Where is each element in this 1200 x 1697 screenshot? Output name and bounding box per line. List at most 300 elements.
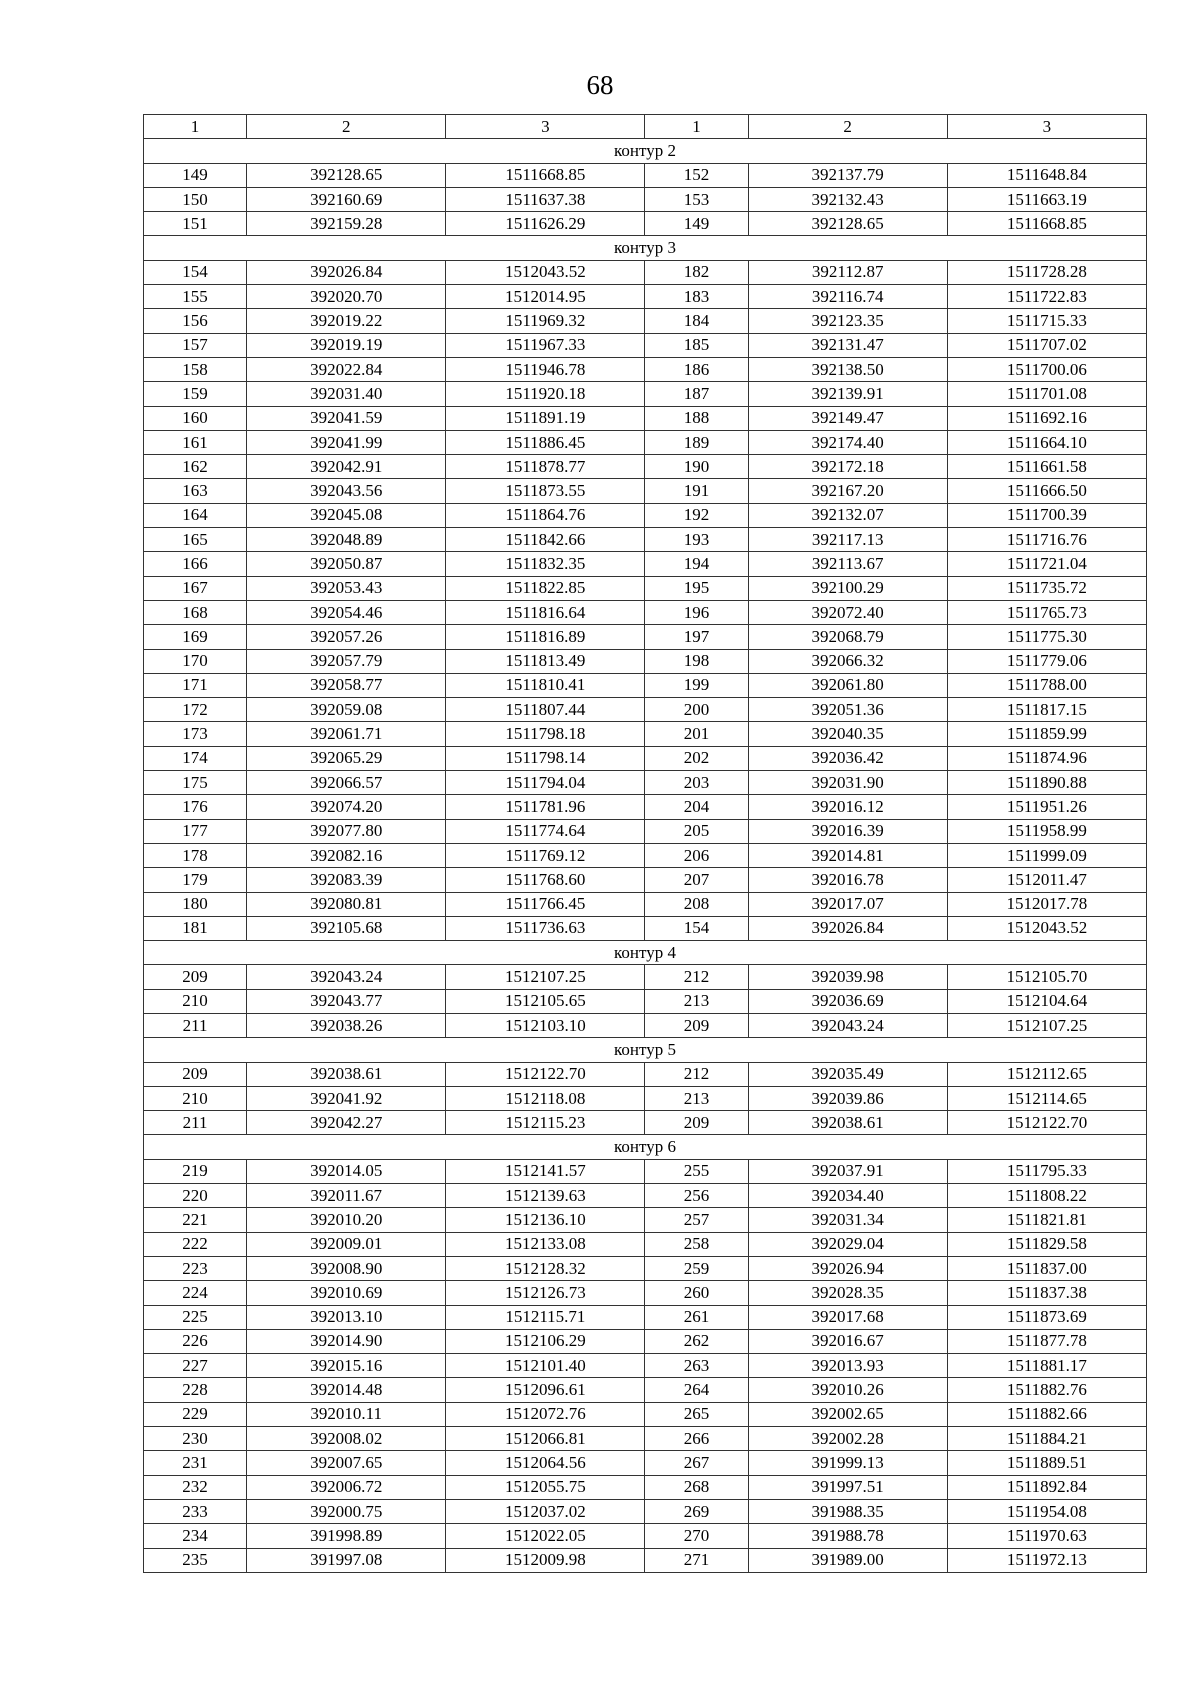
table-cell: 392019.19 <box>247 333 446 357</box>
table-cell: 204 <box>645 795 748 819</box>
table-cell: 1512014.95 <box>446 285 645 309</box>
table-cell: 1511873.55 <box>446 479 645 503</box>
table-cell: 391988.78 <box>748 1524 947 1548</box>
table-cell: 392016.39 <box>748 819 947 843</box>
table-cell: 392040.35 <box>748 722 947 746</box>
table-cell: 1512114.65 <box>947 1086 1146 1110</box>
table-cell: 1511837.38 <box>947 1281 1146 1305</box>
table-cell: 182 <box>645 260 748 284</box>
table-cell: 1511700.06 <box>947 357 1146 381</box>
table-cell: 265 <box>645 1402 748 1426</box>
table-cell: 161 <box>144 430 247 454</box>
table-cell: 1511808.22 <box>947 1184 1146 1208</box>
table-cell: 1511648.84 <box>947 163 1146 187</box>
table-cell: 392066.57 <box>247 771 446 795</box>
table-cell: 199 <box>645 673 748 697</box>
table-row <box>144 892 1147 916</box>
table-cell: 193 <box>645 528 748 552</box>
table-cell: 270 <box>645 1524 748 1548</box>
table-cell: 1512141.57 <box>446 1159 645 1183</box>
table-cell: 1511700.39 <box>947 503 1146 527</box>
table-cell: 1512115.23 <box>446 1111 645 1135</box>
table-cell: 392131.47 <box>748 333 947 357</box>
table-cell: 225 <box>144 1305 247 1329</box>
table-cell: 213 <box>645 1086 748 1110</box>
table-cell: 1511999.09 <box>947 843 1146 867</box>
table-cell: 1512107.25 <box>947 1013 1146 1037</box>
table-cell: 392014.05 <box>247 1159 446 1183</box>
table-cell: 392138.50 <box>748 357 947 381</box>
table-cell: 392031.40 <box>247 382 446 406</box>
table-cell: 1511795.33 <box>947 1159 1146 1183</box>
table-cell: 1511881.17 <box>947 1354 1146 1378</box>
table-cell: 207 <box>645 868 748 892</box>
table-row <box>144 771 1147 795</box>
table-cell: 1511873.69 <box>947 1305 1146 1329</box>
table-cell: 392026.84 <box>748 916 947 940</box>
table-cell: 392034.40 <box>748 1184 947 1208</box>
table-cell: 229 <box>144 1402 247 1426</box>
table-cell: 392031.90 <box>748 771 947 795</box>
table-cell: 184 <box>645 309 748 333</box>
table-cell: 1512104.64 <box>947 989 1146 1013</box>
table-cell: 1512126.73 <box>446 1281 645 1305</box>
table-cell: 392123.35 <box>748 309 947 333</box>
table-cell: 1511798.18 <box>446 722 645 746</box>
table-cell: 1511891.19 <box>446 406 645 430</box>
table-cell: 179 <box>144 868 247 892</box>
table-row <box>144 698 1147 722</box>
table-cell: 1511822.85 <box>446 576 645 600</box>
table-cell: 392139.91 <box>748 382 947 406</box>
table-cell: 392061.71 <box>247 722 446 746</box>
table-cell: 1512096.61 <box>446 1378 645 1402</box>
table-row <box>144 1281 1147 1305</box>
table-cell: 1511766.45 <box>446 892 645 916</box>
table-cell: 392074.20 <box>247 795 446 819</box>
table-cell: 1511829.58 <box>947 1232 1146 1256</box>
table-cell: 392057.79 <box>247 649 446 673</box>
table-cell: 392017.07 <box>748 892 947 916</box>
table-cell: 1512043.52 <box>947 916 1146 940</box>
table-cell: 392010.20 <box>247 1208 446 1232</box>
table-cell: 1511970.63 <box>947 1524 1146 1548</box>
table-cell: 198 <box>645 649 748 673</box>
table-row <box>144 1062 1147 1086</box>
table-cell: 392132.07 <box>748 503 947 527</box>
table-cell: 231 <box>144 1451 247 1475</box>
table-cell: 391999.13 <box>748 1451 947 1475</box>
table-cell: 176 <box>144 795 247 819</box>
table-cell: 1511807.44 <box>446 698 645 722</box>
table-cell: 392057.26 <box>247 625 446 649</box>
table-cell: 392042.91 <box>247 455 446 479</box>
table-cell: 153 <box>645 187 748 211</box>
table-cell: 392045.08 <box>247 503 446 527</box>
table-cell: 392041.59 <box>247 406 446 430</box>
table-cell: 1512112.65 <box>947 1062 1146 1086</box>
table-cell: 1511716.76 <box>947 528 1146 552</box>
table-cell: 1511692.16 <box>947 406 1146 430</box>
table-cell: 1511775.30 <box>947 625 1146 649</box>
header-cell: 1 <box>144 115 247 139</box>
table-cell: 1511920.18 <box>446 382 645 406</box>
table-cell: 268 <box>645 1475 748 1499</box>
table-cell: 392061.80 <box>748 673 947 697</box>
table-cell: 1512101.40 <box>446 1354 645 1378</box>
table-cell: 213 <box>645 989 748 1013</box>
table-cell: 392116.74 <box>748 285 947 309</box>
table-cell: 1511842.66 <box>446 528 645 552</box>
table-cell: 191 <box>645 479 748 503</box>
table-cell: 223 <box>144 1256 247 1280</box>
table-row <box>144 746 1147 770</box>
table-cell: 149 <box>645 212 748 236</box>
table-cell: 391989.00 <box>748 1548 947 1572</box>
table-cell: 392041.92 <box>247 1086 446 1110</box>
table-cell: 1511781.96 <box>446 795 645 819</box>
table-row <box>144 1427 1147 1451</box>
table-cell: 267 <box>645 1451 748 1475</box>
table-cell: 234 <box>144 1524 247 1548</box>
table-row <box>144 479 1147 503</box>
table-cell: 1511768.60 <box>446 868 645 892</box>
table-cell: 1511958.99 <box>947 819 1146 843</box>
table-cell: 1512133.08 <box>446 1232 645 1256</box>
table-cell: 230 <box>144 1427 247 1451</box>
table-cell: 391998.89 <box>247 1524 446 1548</box>
table-cell: 201 <box>645 722 748 746</box>
table-cell: 1512115.71 <box>446 1305 645 1329</box>
table-cell: 392026.94 <box>748 1256 947 1280</box>
table-cell: 1511668.85 <box>947 212 1146 236</box>
table-cell: 235 <box>144 1548 247 1572</box>
table-cell: 156 <box>144 309 247 333</box>
table-cell: 392050.87 <box>247 552 446 576</box>
table-cell: 1511798.14 <box>446 746 645 770</box>
table-cell: 392037.91 <box>748 1159 947 1183</box>
table-cell: 392112.87 <box>748 260 947 284</box>
table-cell: 211 <box>144 1013 247 1037</box>
table-cell: 1511774.64 <box>446 819 645 843</box>
table-cell: 1512017.78 <box>947 892 1146 916</box>
table-cell: 392053.43 <box>247 576 446 600</box>
table-cell: 392160.69 <box>247 187 446 211</box>
table-row <box>144 1208 1147 1232</box>
table-cell: 162 <box>144 455 247 479</box>
table-cell: 259 <box>645 1256 748 1280</box>
table-cell: 1512105.65 <box>446 989 645 1013</box>
coordinates-table-body <box>144 115 1147 1573</box>
section-title-row <box>144 1038 1147 1062</box>
table-cell: 1511874.96 <box>947 746 1146 770</box>
section-title-row <box>144 236 1147 260</box>
table-cell: 392137.79 <box>748 163 947 187</box>
table-cell: 180 <box>144 892 247 916</box>
table-cell: 1512022.05 <box>446 1524 645 1548</box>
table-cell: 1511736.63 <box>446 916 645 940</box>
section-title: контур 4 <box>144 941 1147 965</box>
table-row <box>144 649 1147 673</box>
table-cell: 392029.04 <box>748 1232 947 1256</box>
table-cell: 392015.16 <box>247 1354 446 1378</box>
table-cell: 163 <box>144 479 247 503</box>
table-row <box>144 868 1147 892</box>
table-cell: 192 <box>645 503 748 527</box>
table-row <box>144 1329 1147 1353</box>
table-cell: 264 <box>645 1378 748 1402</box>
table-cell: 220 <box>144 1184 247 1208</box>
table-cell: 392011.67 <box>247 1184 446 1208</box>
table-cell: 150 <box>144 187 247 211</box>
table-cell: 392016.78 <box>748 868 947 892</box>
table-cell: 1511728.28 <box>947 260 1146 284</box>
table-cell: 209 <box>144 965 247 989</box>
table-cell: 219 <box>144 1159 247 1183</box>
table-cell: 392059.08 <box>247 698 446 722</box>
table-cell: 227 <box>144 1354 247 1378</box>
table-cell: 392007.65 <box>247 1451 446 1475</box>
table-cell: 1511707.02 <box>947 333 1146 357</box>
table-cell: 1511794.04 <box>446 771 645 795</box>
table-cell: 1512064.56 <box>446 1451 645 1475</box>
table-cell: 159 <box>144 382 247 406</box>
section-title: контур 5 <box>144 1038 1147 1062</box>
table-cell: 261 <box>645 1305 748 1329</box>
table-cell: 392039.86 <box>748 1086 947 1110</box>
table-row <box>144 1354 1147 1378</box>
table-cell: 392054.46 <box>247 600 446 624</box>
table-row <box>144 1086 1147 1110</box>
table-row <box>144 309 1147 333</box>
table-cell: 190 <box>645 455 748 479</box>
table-cell: 152 <box>645 163 748 187</box>
table-row <box>144 673 1147 697</box>
table-cell: 173 <box>144 722 247 746</box>
table-cell: 168 <box>144 600 247 624</box>
table-cell: 392036.42 <box>748 746 947 770</box>
table-cell: 177 <box>144 819 247 843</box>
table-cell: 226 <box>144 1329 247 1353</box>
table-row <box>144 333 1147 357</box>
table-cell: 392039.98 <box>748 965 947 989</box>
table-cell: 208 <box>645 892 748 916</box>
table-cell: 1511663.19 <box>947 187 1146 211</box>
table-cell: 392028.35 <box>748 1281 947 1305</box>
table-row <box>144 430 1147 454</box>
table-cell: 392041.99 <box>247 430 446 454</box>
header-cell: 3 <box>947 115 1146 139</box>
table-cell: 209 <box>645 1013 748 1037</box>
table-cell: 392014.90 <box>247 1329 446 1353</box>
table-cell: 392082.16 <box>247 843 446 867</box>
table-cell: 1511877.78 <box>947 1329 1146 1353</box>
table-row <box>144 1184 1147 1208</box>
table-row <box>144 1232 1147 1256</box>
table-row <box>144 552 1147 576</box>
table-cell: 392035.49 <box>748 1062 947 1086</box>
table-cell: 392013.93 <box>748 1354 947 1378</box>
table-cell: 1511816.89 <box>446 625 645 649</box>
table-cell: 165 <box>144 528 247 552</box>
table-row <box>144 819 1147 843</box>
table-cell: 1512139.63 <box>446 1184 645 1208</box>
table-cell: 392026.84 <box>247 260 446 284</box>
table-cell: 1511735.72 <box>947 576 1146 600</box>
table-row <box>144 576 1147 600</box>
table-cell: 203 <box>645 771 748 795</box>
table-row <box>144 163 1147 187</box>
table-cell: 154 <box>144 260 247 284</box>
table-cell: 260 <box>645 1281 748 1305</box>
table-cell: 1511769.12 <box>446 843 645 867</box>
table-row <box>144 1159 1147 1183</box>
table-cell: 391997.08 <box>247 1548 446 1572</box>
table-cell: 392014.48 <box>247 1378 446 1402</box>
section-title-row <box>144 1135 1147 1159</box>
table-cell: 266 <box>645 1427 748 1451</box>
table-cell: 1511666.50 <box>947 479 1146 503</box>
table-cell: 1511821.81 <box>947 1208 1146 1232</box>
table-row <box>144 382 1147 406</box>
table-cell: 392072.40 <box>748 600 947 624</box>
table-cell: 232 <box>144 1475 247 1499</box>
table-cell: 212 <box>645 1062 748 1086</box>
table-cell: 392065.29 <box>247 746 446 770</box>
table-cell: 233 <box>144 1499 247 1523</box>
table-cell: 392042.27 <box>247 1111 446 1135</box>
table-cell: 1512106.29 <box>446 1329 645 1353</box>
table-cell: 1511837.00 <box>947 1256 1146 1280</box>
table-cell: 392080.81 <box>247 892 446 916</box>
table-cell: 392066.32 <box>748 649 947 673</box>
table-row <box>144 1548 1147 1572</box>
table-cell: 206 <box>645 843 748 867</box>
table-cell: 181 <box>144 916 247 940</box>
table-cell: 224 <box>144 1281 247 1305</box>
table-cell: 392019.22 <box>247 309 446 333</box>
table-cell: 392051.36 <box>748 698 947 722</box>
table-cell: 392172.18 <box>748 455 947 479</box>
table-cell: 155 <box>144 285 247 309</box>
table-cell: 1511721.04 <box>947 552 1146 576</box>
table-cell: 1511859.99 <box>947 722 1146 746</box>
table-row <box>144 528 1147 552</box>
table-cell: 1512037.02 <box>446 1499 645 1523</box>
section-title: контур 2 <box>144 139 1147 163</box>
table-cell: 158 <box>144 357 247 381</box>
table-cell: 1511864.76 <box>446 503 645 527</box>
table-cell: 1511951.26 <box>947 795 1146 819</box>
table-cell: 392043.24 <box>748 1013 947 1037</box>
table-row <box>144 625 1147 649</box>
table-cell: 392105.68 <box>247 916 446 940</box>
table-cell: 1512107.25 <box>446 965 645 989</box>
table-cell: 1511816.64 <box>446 600 645 624</box>
header-cell: 2 <box>748 115 947 139</box>
table-cell: 1511954.08 <box>947 1499 1146 1523</box>
table-cell: 1511889.51 <box>947 1451 1146 1475</box>
table-cell: 1512128.32 <box>446 1256 645 1280</box>
table-row <box>144 1305 1147 1329</box>
table-cell: 392002.65 <box>748 1402 947 1426</box>
table-cell: 392010.69 <box>247 1281 446 1305</box>
table-row <box>144 212 1147 236</box>
table-cell: 392149.47 <box>748 406 947 430</box>
table-row <box>144 1111 1147 1135</box>
table-row <box>144 1524 1147 1548</box>
table-cell: 178 <box>144 843 247 867</box>
table-cell: 391997.51 <box>748 1475 947 1499</box>
table-cell: 1512043.52 <box>446 260 645 284</box>
table-cell: 1511817.15 <box>947 698 1146 722</box>
table-cell: 188 <box>645 406 748 430</box>
table-cell: 1511715.33 <box>947 309 1146 333</box>
table-cell: 1511765.73 <box>947 600 1146 624</box>
table-cell: 392016.12 <box>748 795 947 819</box>
table-cell: 212 <box>645 965 748 989</box>
table-cell: 392038.61 <box>748 1111 947 1135</box>
table-cell: 1512011.47 <box>947 868 1146 892</box>
section-title-row <box>144 941 1147 965</box>
table-cell: 392132.43 <box>748 187 947 211</box>
table-cell: 195 <box>645 576 748 600</box>
table-row <box>144 1475 1147 1499</box>
table-cell: 202 <box>645 746 748 770</box>
table-cell: 1512136.10 <box>446 1208 645 1232</box>
table-cell: 170 <box>144 649 247 673</box>
table-cell: 1511813.49 <box>446 649 645 673</box>
table-row <box>144 1013 1147 1037</box>
table-header-row <box>144 115 1147 139</box>
table-cell: 1511668.85 <box>446 163 645 187</box>
table-cell: 175 <box>144 771 247 795</box>
table-cell: 392036.69 <box>748 989 947 1013</box>
table-cell: 1512105.70 <box>947 965 1146 989</box>
table-cell: 1511972.13 <box>947 1548 1146 1572</box>
header-cell: 1 <box>645 115 748 139</box>
table-cell: 1511890.88 <box>947 771 1146 795</box>
table-cell: 157 <box>144 333 247 357</box>
table-row <box>144 260 1147 284</box>
table-cell: 1512072.76 <box>446 1402 645 1426</box>
table-cell: 1511722.83 <box>947 285 1146 309</box>
section-title-row <box>144 139 1147 163</box>
table-cell: 169 <box>144 625 247 649</box>
table-cell: 1511884.21 <box>947 1427 1146 1451</box>
table-cell: 1512122.70 <box>446 1062 645 1086</box>
table-cell: 1512122.70 <box>947 1111 1146 1135</box>
table-cell: 392100.29 <box>748 576 947 600</box>
table-row <box>144 1378 1147 1402</box>
table-row <box>144 1256 1147 1280</box>
table-cell: 392038.61 <box>247 1062 446 1086</box>
table-cell: 392008.90 <box>247 1256 446 1280</box>
table-cell: 258 <box>645 1232 748 1256</box>
table-cell: 200 <box>645 698 748 722</box>
table-cell: 171 <box>144 673 247 697</box>
table-cell: 392068.79 <box>748 625 947 649</box>
table-row <box>144 406 1147 430</box>
table-cell: 167 <box>144 576 247 600</box>
table-cell: 205 <box>645 819 748 843</box>
table-cell: 1511661.58 <box>947 455 1146 479</box>
table-cell: 392128.65 <box>748 212 947 236</box>
table-cell: 1511878.77 <box>446 455 645 479</box>
table-cell: 209 <box>144 1062 247 1086</box>
table-cell: 183 <box>645 285 748 309</box>
table-cell: 262 <box>645 1329 748 1353</box>
